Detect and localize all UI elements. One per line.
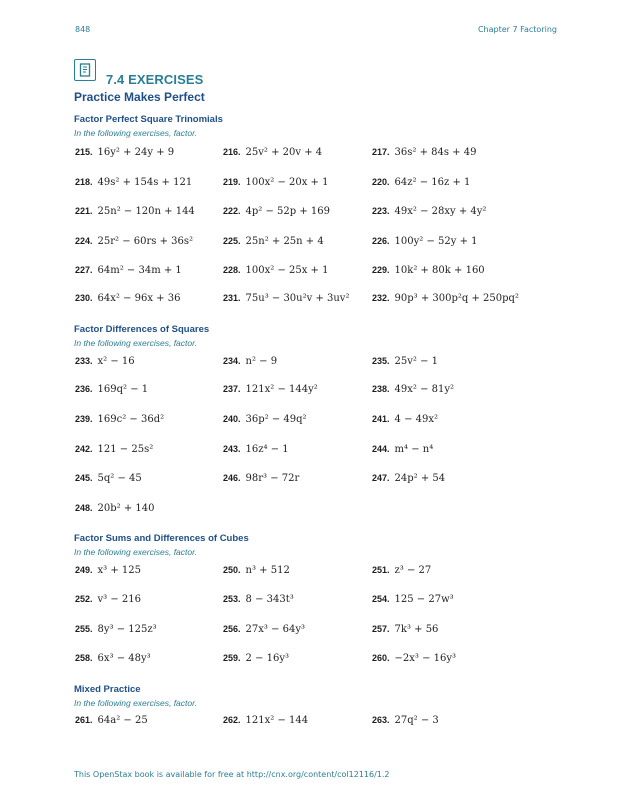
exercise-item: 243. 16z⁴ − 1 (223, 444, 289, 455)
exercise-item: 227. 64m² − 34m + 1 (75, 265, 182, 276)
exercise-item: 258. 6x³ − 48y³ (75, 653, 151, 664)
exercise-item: 244. m⁴ − n⁴ (372, 444, 434, 455)
exercise-item: 255. 8y³ − 125z³ (75, 624, 157, 635)
exercise-item: 222. 4p² − 52p + 169 (223, 206, 330, 217)
exercise-item: 223. 49x² − 28xy + 4y² (372, 206, 487, 217)
group-instruction: In the following exercises, factor. (74, 338, 197, 348)
exercise-item: 229. 10k² + 80k + 160 (372, 265, 485, 276)
exercise-item: 218. 49s² + 154s + 121 (75, 177, 193, 188)
exercise-item: 234. n² − 9 (223, 356, 278, 367)
exercise-item: 219. 100x² − 20x + 1 (223, 177, 329, 188)
exercise-item: 226. 100y² − 52y + 1 (372, 236, 478, 247)
practice-title: Practice Makes Perfect (74, 90, 205, 104)
exercise-item: 216. 25v² + 20v + 4 (223, 147, 323, 158)
exercise-item: 235. 25v² − 1 (372, 356, 439, 367)
exercise-item: 232. 90p³ + 300p²q + 250pq² (372, 293, 519, 304)
exercise-item: 221. 25n² − 120n + 144 (75, 206, 195, 217)
chapter-title: Chapter 7 Factoring (477, 25, 557, 34)
exercise-item: 259. 2 − 16y³ (223, 653, 290, 664)
exercise-item: 256. 27x³ − 64y³ (223, 624, 306, 635)
exercise-item: 230. 64x² − 96x + 36 (75, 293, 181, 304)
exercise-item: 238. 49x² − 81y² (372, 384, 455, 395)
exercise-item: 241. 4 − 49x² (372, 414, 439, 425)
exercise-item: 215. 16y² + 24y + 9 (75, 147, 175, 158)
exercise-item: 246. 98r³ − 72r (223, 473, 300, 484)
exercise-item: 224. 25r² − 60rs + 36s² (75, 236, 194, 247)
exercise-item: 240. 36p² − 49q² (223, 414, 307, 425)
exercise-item: 254. 125 − 27w³ (372, 594, 454, 605)
group-title: Mixed Practice (74, 684, 141, 695)
group-title: Factor Perfect Square Trinomials (74, 114, 223, 125)
exercise-item: 262. 121x² − 144 (223, 715, 309, 726)
exercise-item: 245. 5q² − 45 (75, 473, 142, 484)
section-heading (74, 59, 554, 103)
exercise-item: 261. 64a² − 25 (75, 715, 148, 726)
exercise-item: 251. z³ − 27 (372, 565, 432, 576)
exercise-item: 242. 121 − 25s² (75, 444, 154, 455)
exercise-item: 237. 121x² − 144y² (223, 384, 318, 395)
exercise-item: 260. −2x³ − 16y³ (372, 653, 457, 664)
section-title: 7.4 EXERCISES (106, 72, 204, 87)
exercise-item: 220. 64z² − 16z + 1 (372, 177, 471, 188)
group-instruction: In the following exercises, factor. (74, 698, 197, 708)
exercise-item: 252. v³ − 216 (75, 594, 142, 605)
page-footer: This OpenStax book is available for free at http://cnx.org/content/col12116/1.2 (74, 770, 390, 779)
exercise-item: 239. 169c² − 36d² (75, 414, 165, 425)
exercise-item: 250. n³ + 512 (223, 565, 290, 576)
exercise-item: 263. 27q² − 3 (372, 715, 439, 726)
exercise-item: 249. x³ + 125 (75, 565, 142, 576)
exercise-item: 233. x² − 16 (75, 356, 135, 367)
group-title: Factor Sums and Differences of Cubes (74, 533, 249, 544)
page-number: 848 (75, 25, 91, 34)
exercise-item: 248. 20b² + 140 (75, 503, 155, 514)
exercise-item: 217. 36s² + 84s + 49 (372, 147, 477, 158)
exercise-item: 231. 75u³ − 30u²v + 3uv² (223, 293, 350, 304)
running-head (75, 25, 557, 37)
exercises-icon (74, 59, 96, 81)
group-instruction: In the following exercises, factor. (74, 547, 197, 557)
exercise-item: 228. 100x² − 25x + 1 (223, 265, 329, 276)
exercise-item: 236. 169q² − 1 (75, 384, 149, 395)
exercise-item: 253. 8 − 343t³ (223, 594, 294, 605)
exercise-item: 247. 24p² + 54 (372, 473, 446, 484)
exercise-item: 225. 25n² + 25n + 4 (223, 236, 324, 247)
exercise-item: 257. 7k³ + 56 (372, 624, 439, 635)
group-instruction: In the following exercises, factor. (74, 128, 197, 138)
group-title: Factor Differences of Squares (74, 324, 210, 335)
